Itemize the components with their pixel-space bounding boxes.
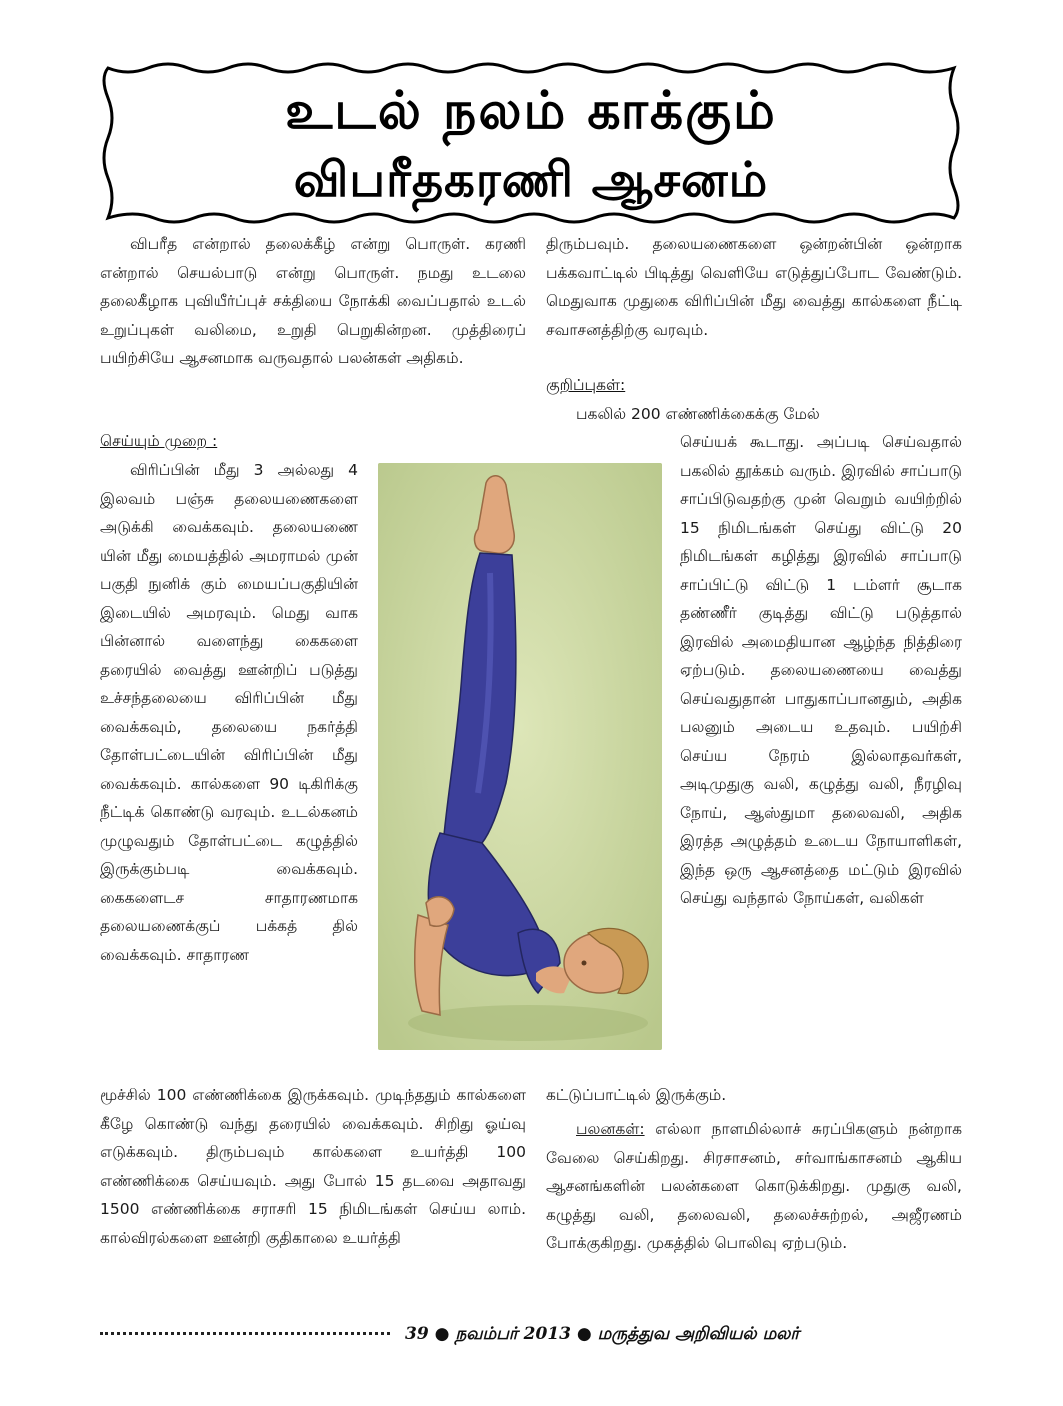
intro-text: விபரீத என்றால் தலைக்கீழ் என்று பொருள். கரணி என்றால் செயல்பாடு என்று பொருள். நமது உடலை தலைகீழாக புவியீர்ப்புச் சக்தியை நோக்கி வைப்பதால் உடல் உறுப்புகள் வலிமை, உறுதி பெறுகின்றன. முத்திரைப் பயிற்சியே ஆசனமாக வருவதால் பலன்கள் அதிகம். bbox=[100, 235, 526, 367]
continuation-paragraph bbox=[546, 230, 962, 344]
title-banner bbox=[100, 62, 962, 224]
bullet-2: ● bbox=[576, 1324, 598, 1344]
method-bottom-text: மூச்சில் 100 எண்ணிக்கை இருக்கவும். முடிந்ததும் கால்களை கீழே கொண்டு வந்து தரையில் வைக்கவும். சிறிது ஓய்வு எடுக்கவும். திரும்பவும் கால்களை உயர்த்தி 100 எண்ணிக்கை செய்யவும். அது போல் 15 தடவை அதாவது 1500 எண்ணிக்கை சராசரி 15 நிமிடங்கள் செய்ய லாம். கால்விரல்களை ஊன்றி குதிகாலை உயர்த்தி bbox=[100, 1086, 526, 1247]
notes-column bbox=[680, 428, 962, 913]
method-heading: செய்யும் முறை : bbox=[100, 432, 218, 450]
page-number: 39 bbox=[405, 1324, 429, 1344]
title-line-1: உடல் நலம் காக்கும் bbox=[285, 80, 777, 141]
notes-column-text: செய்யக் கூடாது. அப்படி செய்வதால் பகலில் தூக்கம் வரும். இரவில் சாப்பாடு சாப்பிடுவதற்கு முன் வெறும் வயிற்றில் 15 நிமிடங்கள் செய்து விட்டு 20 நிமிடங்கள் கழித்து இரவில் சாப்பாடு சாப்பிட்டு விட்டு 1 டம்ளர் சூடாக தண்ணீர் குடித்து விட்டு படுத்தால் இரவில் அமைதியான ஆழ்ந்த நித்திரை ஏற்படும். தலையணையை வைத்து செய்வதுதான் பாதுகாப்பானதும், அதிக பலனும் அடைய உதவும். பயிற்சி செய்ய நேரம் இல்லாதவர்கள், அடிமுதுகு வலி, கழுத்து வலி, நீரழிவு நோய், ஆஸ்துமா தலைவலி, அதிக இரத்த அழுத்தம் உடைய நோயாளிகள், இந்த ஒரு ஆசனத்தை மட்டும் இரவில் செய்து வந்தால் நோய்கள், வலிகள் bbox=[680, 433, 962, 907]
yoga-pose-illustration bbox=[378, 463, 662, 1050]
title-line-2: விபரீதகரணி ஆசனம் bbox=[293, 152, 769, 208]
viparita-karani-figure bbox=[378, 463, 662, 1050]
notes-heading: குறிப்புகள்: bbox=[546, 376, 626, 394]
continuation-text: திரும்பவும். தலையணைகளை ஒன்றன்பின் ஒன்றாக பக்கவாட்டில் பிடித்து வெளியே எடுத்துப்போட வேண்டும். மெதுவாக முதுகை விரிப்பின் மீது வைத்து கால்களை நீட்டி சவாசனத்திற்கு வரவும். bbox=[546, 235, 962, 339]
method-column-text: விரிப்பின் மீது 3 அல்லது 4 இலவம் பஞ்சு தலையணைகளை அடுக்கி வைக்கவும். தலையணை யின் மீது மையத்தில் அமராமல் முன் பகுதி நுனிக் கும் மையப்பகுதியின் இடையில் அமரவும். மெது வாக பின்னால் வளைந்து கைகளை தரையில் வைத்து ஊன்றிப் படுத்து உச்சந்தலையை விரிப்பின் மீது வைக்கவும், தலையை நகர்த்தி தோள்பட்டையின் விரிப்பின் மீது வைக்கவும். கால்களை 90 டிகிரிக்கு நீட்டிக் கொண்டு வரவும். உடல்கனம் முழுவதும் தோள்பட்டை கழுத்தில் இருக்கும்படி வைக்கவும். கைகளைடச சாதாரணமாக தலையணைக்குப் பக்கத் தில் வைக்கவும். சாதாரண bbox=[100, 461, 358, 964]
notes-first-line bbox=[546, 400, 962, 429]
notes-end-text: கட்டுப்பாட்டில் இருக்கும். bbox=[546, 1086, 727, 1104]
benefits-paragraph bbox=[546, 1115, 962, 1258]
benefits-text: எல்லா நாளமில்லாச் சுரப்பிகளும் நன்றாக வேலை செய்கிறது. சிரசாசனம், சர்வாங்காசனம் ஆகிய ஆசனங்களின் பலன்களை கொடுக்கிறது. முதுகு வலி, கழுத்து வலி, தலைவலி, தலைச்சுற்றல், அஜீரணம் போக்குகிறது. முகத்தில் பொலிவு ஏற்படும். bbox=[546, 1120, 962, 1252]
intro-paragraph bbox=[100, 230, 526, 373]
benefits-heading: பலனகள்: bbox=[576, 1120, 645, 1138]
footer-dotted-rule bbox=[100, 1332, 390, 1335]
magazine-name: மருத்துவ அறிவியல் மலர் bbox=[597, 1324, 800, 1344]
footer-info bbox=[405, 1324, 799, 1346]
method-bottom bbox=[100, 1081, 526, 1252]
notes-first-text: பகலில் 200 எண்ணிக்கைக்கு மேல் bbox=[576, 405, 820, 423]
method-column bbox=[100, 456, 358, 969]
page-footer bbox=[100, 1324, 965, 1348]
bullet-1: ● bbox=[434, 1324, 456, 1344]
issue-date: நவம்பர் 2013 bbox=[455, 1324, 571, 1344]
notes-end bbox=[546, 1081, 962, 1110]
